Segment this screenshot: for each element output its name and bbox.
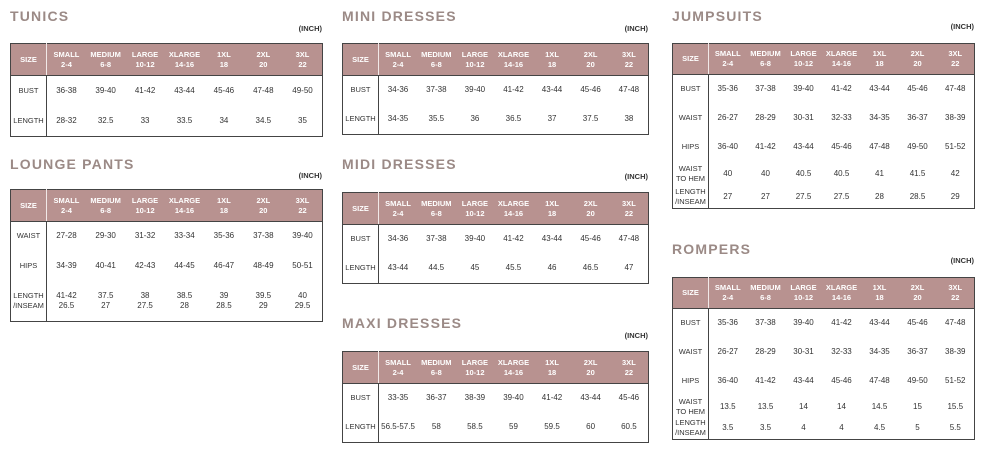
table-cell: 37-38 <box>755 318 776 328</box>
row-label: WAIST <box>673 338 709 367</box>
table-cell: 40 <box>761 168 770 178</box>
table-cell: 47-48 <box>618 85 640 95</box>
table-cell: 41-42 <box>755 142 776 151</box>
table-cell: 34-35 <box>869 113 890 122</box>
table-cell: 28.5 <box>909 191 926 201</box>
size-column-header: 3XL 22 <box>283 44 322 76</box>
size-header: SIZE <box>673 278 709 309</box>
table-row <box>11 281 323 322</box>
table-cell: 34-36 <box>387 85 409 95</box>
table-row <box>343 254 649 284</box>
table-cell: 35-36 <box>717 84 738 94</box>
table-cell: 39.5 29 <box>255 290 272 310</box>
table-cell: 39-40 <box>793 84 814 94</box>
table-row <box>673 75 975 104</box>
table-cell: 47-48 <box>618 234 640 244</box>
row-label: WAIST <box>673 104 709 133</box>
table-cell: 39 28.5 <box>216 290 232 310</box>
table-cell: 60 <box>586 422 596 432</box>
unit-label: (INCH) <box>950 256 974 265</box>
table-cell: 30-31 <box>793 347 814 356</box>
maxi-dresses-section <box>342 315 648 442</box>
table-cell: 4 <box>801 423 806 433</box>
table-cell: 36-40 <box>717 142 738 151</box>
table-row <box>11 222 323 251</box>
size-column-header: LARGE 10-12 <box>125 44 164 76</box>
table-cell: 43-44 <box>793 142 814 151</box>
table-cell: 29 <box>950 191 960 201</box>
table-cell: 51-52 <box>945 376 966 385</box>
table-cell: 39-40 <box>793 318 814 328</box>
table-cell: 37-38 <box>426 85 447 95</box>
table-cell: 27.5 <box>833 191 850 201</box>
table-cell: 43-44 <box>869 318 890 328</box>
size-column-header: 1XL 18 <box>533 352 572 384</box>
row-label: WAIST TO HEM <box>673 162 709 186</box>
size-header: SIZE <box>343 44 379 76</box>
table-cell: 34-39 <box>56 260 77 270</box>
size-column-header: 1XL 18 <box>204 190 243 222</box>
table-cell: 39-40 <box>464 234 486 244</box>
unit-label: (INCH) <box>624 24 648 33</box>
size-column-header: 2XL 20 <box>571 193 610 225</box>
table-cell: 58.5 <box>467 422 483 432</box>
table-cell: 43-44 <box>541 85 563 95</box>
table-cell: 34-35 <box>869 347 890 356</box>
row-label: LENGTH <box>343 254 379 284</box>
size-column-header: MEDIUM 6-8 <box>747 278 785 309</box>
row-label: BUST <box>343 225 379 254</box>
table-cell: 34.5 <box>255 115 272 125</box>
unit-label: (INCH) <box>624 331 648 340</box>
table-cell: 59.5 <box>544 422 560 432</box>
table-cell: 43-44 <box>174 85 195 95</box>
size-column-header: 2XL 20 <box>244 190 283 222</box>
table-cell: 59 <box>509 422 518 432</box>
size-column-header: 3XL 22 <box>937 44 975 75</box>
section-title: LOUNGE PANTS <box>10 156 135 172</box>
size-column-header: XLARGE 14-16 <box>165 44 204 76</box>
lounge-pants-section <box>10 156 322 322</box>
table-cell: 38-39 <box>945 113 966 122</box>
size-column-header: MEDIUM 6-8 <box>417 352 456 384</box>
table-cell: 27-28 <box>56 231 77 241</box>
table-cell: 27 <box>761 191 770 201</box>
size-column-header: 2XL 20 <box>899 44 937 75</box>
table-row <box>673 418 975 440</box>
table-cell: 60.5 <box>621 422 637 432</box>
table-cell: 43-44 <box>793 376 814 385</box>
table-cell: 44.5 <box>428 263 445 273</box>
header-row <box>673 278 975 309</box>
size-chart-table <box>672 277 975 440</box>
size-column-header: 2XL 20 <box>571 44 610 76</box>
table-cell: 26-27 <box>717 113 738 122</box>
table-cell: 37.5 <box>582 114 599 124</box>
table-cell: 40.5 <box>833 168 850 178</box>
table-row <box>673 104 975 133</box>
table-cell: 37 <box>547 114 557 124</box>
size-column-header: LARGE 10-12 <box>125 190 164 222</box>
size-column-header: LARGE 10-12 <box>456 44 495 76</box>
table-cell: 47 <box>624 263 634 273</box>
header-row <box>11 190 323 222</box>
size-column-header: SMALL 2-4 <box>379 352 418 384</box>
size-column-header: MEDIUM 6-8 <box>747 44 785 75</box>
size-column-header: 3XL 22 <box>283 190 322 222</box>
size-column-header: 1XL 18 <box>861 44 899 75</box>
size-header: SIZE <box>343 193 379 225</box>
table-cell: 14 <box>799 401 808 411</box>
size-column-header: 1XL 18 <box>533 44 572 76</box>
table-cell: 56.5-57.5 <box>381 422 415 432</box>
row-label: BUST <box>343 384 379 413</box>
table-cell: 41-42 <box>541 393 563 403</box>
size-column-header: SMALL 2-4 <box>379 193 418 225</box>
size-column-header: 1XL 18 <box>204 44 243 76</box>
size-column-header: SMALL 2-4 <box>709 278 747 309</box>
table-cell: 39-40 <box>503 393 524 403</box>
section-title: TUNICS <box>10 8 70 24</box>
table-cell: 43-44 <box>541 234 563 244</box>
table-cell: 40 29.5 <box>294 290 311 310</box>
table-cell: 30-31 <box>793 113 814 122</box>
table-cell: 46.5 <box>582 263 599 273</box>
table-cell: 38-39 <box>945 347 966 356</box>
table-cell: 50-51 <box>292 260 313 270</box>
table-cell: 5 <box>915 423 920 433</box>
table-cell: 29-30 <box>95 231 116 241</box>
table-cell: 36-38 <box>56 85 77 95</box>
table-row <box>11 106 323 137</box>
table-cell: 37.5 27 <box>97 290 114 310</box>
size-header: SIZE <box>673 44 709 75</box>
table-cell: 45-46 <box>618 393 640 403</box>
header-row <box>11 44 323 76</box>
table-cell: 46 <box>547 263 557 273</box>
size-column-header: LARGE 10-12 <box>785 44 823 75</box>
table-cell: 58 <box>431 422 441 432</box>
table-cell: 27 <box>723 191 733 201</box>
table-cell: 33.5 <box>176 115 193 125</box>
table-cell: 34-36 <box>387 234 409 244</box>
table-cell: 47-48 <box>945 84 966 94</box>
table-cell: 34 <box>219 115 229 125</box>
section-title: MIDI DRESSES <box>342 156 457 172</box>
table-cell: 41-42 <box>831 318 852 328</box>
unit-label: (INCH) <box>298 171 322 180</box>
table-row <box>343 413 649 443</box>
tunics-section <box>10 8 322 133</box>
table-cell: 36 <box>470 114 480 124</box>
size-header: SIZE <box>11 190 47 222</box>
table-cell: 28-32 <box>56 115 77 125</box>
table-cell: 36.5 <box>505 114 522 124</box>
row-label: LENGTH /INSEAM <box>673 418 709 440</box>
row-label: BUST <box>673 309 709 338</box>
table-cell: 45-46 <box>907 84 928 94</box>
table-row <box>673 162 975 186</box>
table-cell: 5.5 <box>949 423 961 433</box>
row-label: LENGTH <box>11 106 47 137</box>
table-cell: 47-48 <box>253 85 274 95</box>
table-cell: 41-42 <box>134 85 156 95</box>
size-column-header: MEDIUM 6-8 <box>417 193 456 225</box>
row-label: LENGTH /INSEAM <box>11 281 47 322</box>
row-label: LENGTH <box>343 105 379 135</box>
size-chart-table <box>342 192 649 284</box>
table-cell: 37-38 <box>755 84 776 94</box>
table-cell: 37-38 <box>253 231 274 241</box>
table-row <box>673 367 975 396</box>
table-cell: 38.5 28 <box>176 290 193 310</box>
table-row <box>343 105 649 135</box>
row-label: HIPS <box>11 251 47 281</box>
size-column-header: XLARGE 14-16 <box>494 44 533 76</box>
table-cell: 49-50 <box>292 85 313 95</box>
table-cell: 49-50 <box>907 376 928 385</box>
table-row <box>343 384 649 413</box>
table-cell: 45.5 <box>505 263 522 273</box>
table-cell: 28-29 <box>755 347 776 356</box>
table-cell: 34-35 <box>387 114 409 124</box>
size-chart-table <box>10 43 323 137</box>
midi-dresses-section <box>342 156 648 284</box>
row-label: WAIST TO HEM <box>673 396 709 418</box>
table-cell: 41 <box>875 168 884 178</box>
table-row <box>673 186 975 209</box>
table-cell: 38 27.5 <box>137 290 153 310</box>
size-column-header: LARGE 10-12 <box>456 352 495 384</box>
size-column-header: XLARGE 14-16 <box>823 278 861 309</box>
table-cell: 26-27 <box>717 347 738 356</box>
size-column-header: MEDIUM 6-8 <box>86 190 125 222</box>
table-cell: 41-42 <box>503 85 524 95</box>
table-cell: 3.5 <box>759 423 772 433</box>
table-cell: 15.5 <box>947 401 964 411</box>
table-row <box>673 133 975 162</box>
table-cell: 35-36 <box>213 231 235 241</box>
table-row <box>343 76 649 105</box>
size-column-header: 3XL 22 <box>937 278 975 309</box>
table-cell: 42-43 <box>134 260 156 270</box>
table-cell: 4 <box>839 423 844 433</box>
table-cell: 41-42 26.5 <box>56 290 77 310</box>
table-row <box>673 396 975 418</box>
table-cell: 47-48 <box>869 376 890 385</box>
row-label: HIPS <box>673 367 709 396</box>
table-cell: 41.5 <box>909 168 926 178</box>
table-cell: 33 <box>140 115 150 125</box>
table-cell: 35 <box>298 115 307 125</box>
size-chart-table <box>672 43 975 209</box>
size-column-header: 2XL 20 <box>571 352 610 384</box>
size-column-header: 1XL 18 <box>533 193 572 225</box>
size-column-header: 2XL 20 <box>244 44 283 76</box>
table-cell: 47-48 <box>869 142 890 151</box>
table-cell: 4.5 <box>873 423 886 433</box>
table-cell: 43-44 <box>580 393 601 403</box>
row-label: LENGTH <box>343 413 379 443</box>
unit-label: (INCH) <box>950 22 974 31</box>
table-cell: 14 <box>837 401 846 411</box>
table-cell: 42 <box>950 168 960 178</box>
table-cell: 37-38 <box>426 234 447 244</box>
size-column-header: XLARGE 14-16 <box>494 193 533 225</box>
table-row <box>673 309 975 338</box>
table-cell: 36-40 <box>717 376 738 385</box>
table-cell: 51-52 <box>945 142 966 151</box>
table-cell: 45-46 <box>580 85 601 95</box>
row-label: BUST <box>673 75 709 104</box>
table-row <box>673 338 975 367</box>
header-row <box>343 44 649 76</box>
table-cell: 48-49 <box>253 260 274 270</box>
size-column-header: MEDIUM 6-8 <box>86 44 125 76</box>
size-column-header: SMALL 2-4 <box>47 190 86 222</box>
section-title: MINI DRESSES <box>342 8 457 24</box>
table-cell: 45-46 <box>831 142 852 151</box>
table-cell: 45-46 <box>831 376 852 385</box>
table-cell: 40.5 <box>795 168 812 178</box>
rompers-section <box>672 241 974 458</box>
size-column-header: 3XL 22 <box>610 193 649 225</box>
size-column-header: LARGE 10-12 <box>456 193 495 225</box>
table-cell: 28-29 <box>755 113 776 122</box>
table-cell: 45-46 <box>907 318 928 328</box>
table-cell: 44-45 <box>174 260 195 270</box>
table-cell: 45 <box>470 263 480 273</box>
size-column-header: XLARGE 14-16 <box>494 352 533 384</box>
table-cell: 35.5 <box>428 114 445 124</box>
table-row <box>11 251 323 281</box>
table-cell: 14.5 <box>871 401 888 411</box>
row-label: LENGTH /INSEAM <box>673 186 709 209</box>
table-cell: 45-46 <box>213 85 235 95</box>
table-cell: 39-40 <box>464 85 486 95</box>
size-chart-table <box>10 189 323 322</box>
table-cell: 38 <box>624 114 634 124</box>
table-cell: 39-40 <box>95 85 116 95</box>
size-chart-table <box>342 43 649 135</box>
table-cell: 32.5 <box>97 115 114 125</box>
table-cell: 49-50 <box>907 142 928 151</box>
header-row <box>673 44 975 75</box>
size-column-header: 1XL 18 <box>861 278 899 309</box>
unit-label: (INCH) <box>624 172 648 181</box>
table-cell: 43-44 <box>869 84 890 94</box>
row-label: WAIST <box>11 222 47 251</box>
size-header: SIZE <box>343 352 379 384</box>
table-cell: 33-35 <box>387 393 409 403</box>
table-cell: 41-42 <box>831 84 852 94</box>
size-column-header: 3XL 22 <box>610 44 649 76</box>
table-cell: 33-34 <box>174 231 195 241</box>
table-cell: 35-36 <box>717 318 738 328</box>
table-cell: 45-46 <box>580 234 601 244</box>
table-cell: 13.5 <box>757 401 774 411</box>
table-cell: 32-33 <box>831 113 852 122</box>
size-column-header: 3XL 22 <box>610 352 649 384</box>
row-label: BUST <box>343 76 379 105</box>
table-cell: 15 <box>913 401 922 411</box>
table-cell: 31-32 <box>134 231 156 241</box>
table-cell: 41-42 <box>503 234 524 244</box>
table-row <box>11 76 323 106</box>
table-cell: 3.5 <box>722 423 734 433</box>
table-cell: 36-37 <box>426 393 447 403</box>
table-cell: 36-37 <box>907 113 928 122</box>
table-cell: 39-40 <box>292 231 313 241</box>
table-cell: 13.5 <box>719 401 736 411</box>
table-cell: 43-44 <box>387 263 409 273</box>
table-cell: 32-33 <box>831 347 852 356</box>
section-title: MAXI DRESSES <box>342 315 463 331</box>
jumpsuits-section <box>672 8 974 220</box>
header-row <box>343 352 649 384</box>
size-chart-table <box>342 351 649 443</box>
table-cell: 38-39 <box>464 393 486 403</box>
size-column-header: LARGE 10-12 <box>785 278 823 309</box>
size-column-header: XLARGE 14-16 <box>823 44 861 75</box>
section-title: ROMPERS <box>672 241 752 257</box>
table-cell: 46-47 <box>213 260 235 270</box>
table-cell: 36-37 <box>907 347 928 356</box>
size-header: SIZE <box>11 44 47 76</box>
table-cell: 47-48 <box>945 318 966 328</box>
table-cell: 27.5 <box>795 191 812 201</box>
table-row <box>343 225 649 254</box>
size-column-header: XLARGE 14-16 <box>165 190 204 222</box>
size-column-header: SMALL 2-4 <box>47 44 86 76</box>
size-column-header: 2XL 20 <box>899 278 937 309</box>
row-label: HIPS <box>673 133 709 162</box>
table-cell: 40 <box>723 168 733 178</box>
section-title: JUMPSUITS <box>672 8 763 24</box>
size-column-header: MEDIUM 6-8 <box>417 44 456 76</box>
table-cell: 40-41 <box>95 260 116 270</box>
table-cell: 28 <box>875 191 884 201</box>
size-column-header: SMALL 2-4 <box>379 44 418 76</box>
header-row <box>343 193 649 225</box>
unit-label: (INCH) <box>298 24 322 33</box>
size-column-header: SMALL 2-4 <box>709 44 747 75</box>
table-cell: 41-42 <box>755 376 776 385</box>
row-label: BUST <box>11 76 47 106</box>
mini-dresses-section <box>342 8 648 134</box>
